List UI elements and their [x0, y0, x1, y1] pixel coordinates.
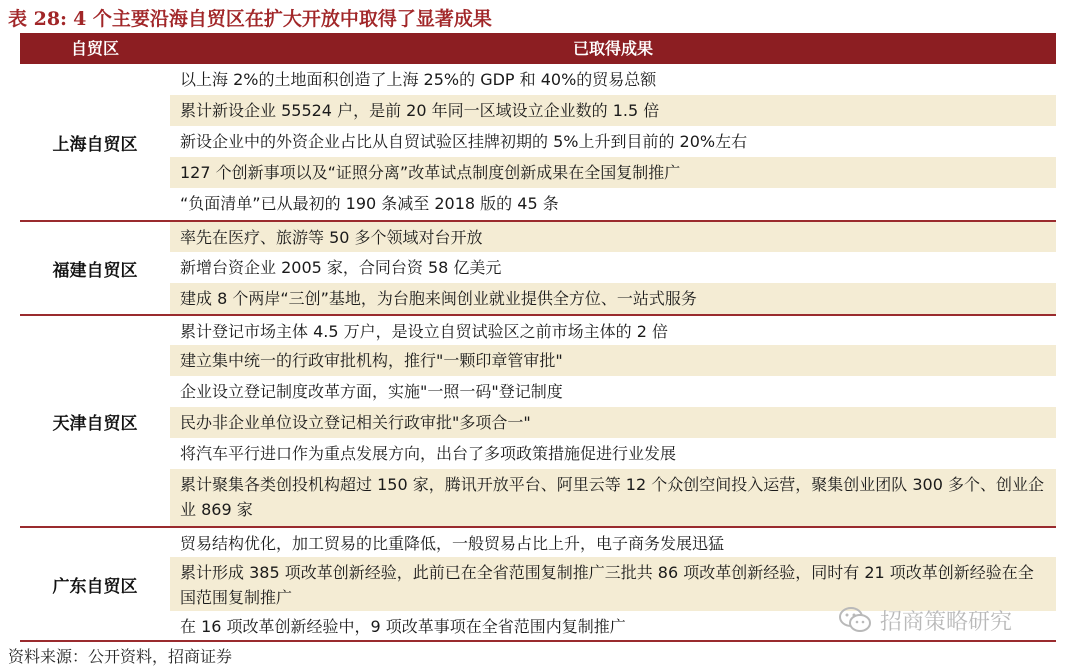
watermark-text: 招商策略研究 — [880, 609, 1013, 635]
header-results: 已取得成果 — [572, 39, 653, 58]
source-note: 资料来源：公开资料，招商证券 — [8, 647, 233, 666]
table-title — [8, 4, 492, 30]
table-header — [20, 33, 1056, 64]
table-caption: 4 个主要沿海自贸区在扩大开放中取得了显著成果 — [73, 8, 492, 30]
table-row: 127 个创新事项以及“证照分离”改革试点制度创新成果在全国复制推广 — [170, 157, 1056, 188]
group-tianjin — [20, 316, 1056, 526]
table-row: “负面清单”已从最初的 190 条减至 2018 版的 45 条 — [180, 194, 559, 213]
table-row: 企业设立登记制度改革方面，实施"一照一码"登记制度 — [180, 382, 563, 401]
table-row: 新设企业中的外资企业占比从自贸试验区挂牌初期的 5%上升到目前的 20%左右 — [180, 132, 748, 151]
table-row: 新增台资企业 2005 家，合同台资 58 亿美元 — [180, 258, 502, 277]
table-row: 将汽车平行进口作为重点发展方向，出台了多项政策措施促进行业发展 — [180, 444, 677, 463]
table-row: 民办非企业单位设立登记相关行政审批"多项合一" — [170, 407, 1056, 438]
region-label: 福建自贸区 — [52, 260, 138, 281]
table-row: 累计登记市场主体 4.5 万户，是设立自贸试验区之前市场主体的 2 倍 — [180, 322, 668, 341]
table-bottom-border — [20, 640, 1056, 642]
table-row: 以上海 2%的土地面积创造了上海 25%的 GDP 和 40%的贸易总额 — [180, 70, 657, 89]
table-row: 率先在医疗、旅游等 50 多个领域对台开放 — [170, 222, 1056, 252]
table-row: 累计聚集各类创投机构超过 150 家，腾讯开放平台、阿里云等 12 个众创空间投入运营，聚集创业团队 300 多个、创业企业 869 家 — [170, 469, 1056, 526]
table-row: 建成 8 个两岸“三创”基地，为台胞来闽创业就业提供全方位、一站式服务 — [170, 283, 1056, 314]
table-row: 建立集中统一的行政审批机构，推行"一颗印章管审批" — [170, 345, 1056, 376]
region-label: 天津自贸区 — [52, 413, 138, 434]
region-label: 广东自贸区 — [52, 576, 138, 597]
table-row: 累计形成 385 项改革创新经验，此前已在全省范围复制推广三批共 86 项改革创新经验，同时有 21 项改革创新经验在全国范围复制推广 — [170, 557, 1056, 611]
group-fujian — [20, 222, 1056, 314]
header-region: 自贸区 — [70, 39, 119, 58]
table-row: 贸易结构优化，加工贸易的比重降低，一般贸易占比上升，电子商务发展迅猛 — [180, 534, 725, 553]
table-row: 在 16 项改革创新经验中，9 项改革事项在全省范围内复制推广 — [180, 617, 626, 636]
group-shanghai — [20, 64, 1056, 220]
watermark — [838, 600, 1058, 640]
wechat-icon — [838, 605, 872, 635]
region-label: 上海自贸区 — [52, 134, 138, 155]
table-number: 表 28: — [8, 8, 68, 30]
table-row: 累计新设企业 55524 户，是前 20 年同一区域设立企业数的 1.5 倍 — [170, 95, 1056, 126]
